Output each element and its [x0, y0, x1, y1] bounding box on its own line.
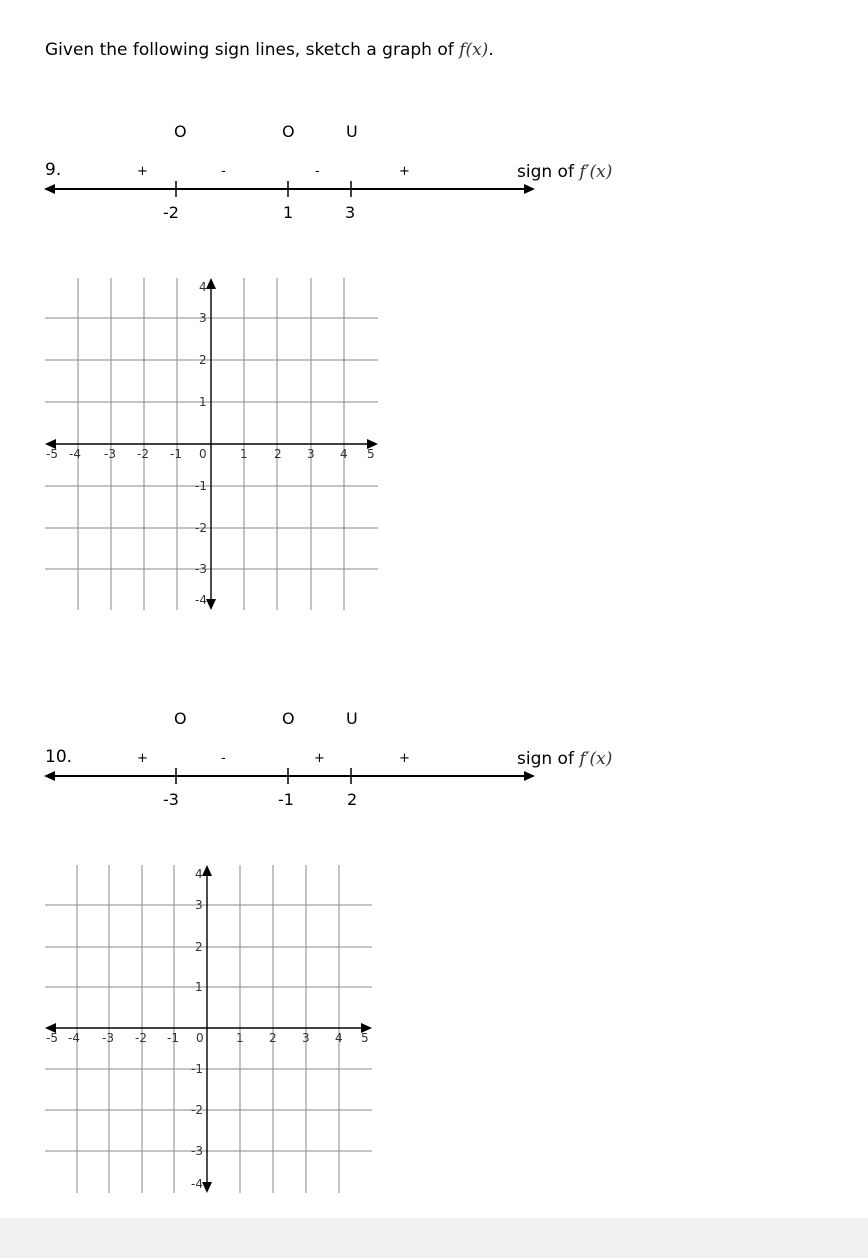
x-tick-label: 0	[196, 1031, 204, 1045]
y-tick-label: -2	[195, 521, 207, 535]
sign-symbol: +	[399, 751, 410, 766]
x-tick-label: 5	[367, 447, 375, 461]
y-axis-down-arrow	[202, 1182, 212, 1193]
y-tick-label: -3	[191, 1144, 203, 1158]
x-tick-label: 1	[240, 447, 248, 461]
sign-title-function: f′(x)	[579, 749, 613, 769]
critical-point-label: -1	[278, 790, 294, 809]
marker-label: O	[174, 122, 187, 141]
marker-label: O	[282, 709, 295, 728]
x-tick-label: -4	[68, 1031, 80, 1045]
y-tick-label: -1	[195, 479, 207, 493]
sign-symbol: +	[137, 751, 148, 766]
x-tick-label: 4	[335, 1031, 343, 1045]
y-axis-up-arrow	[202, 865, 212, 876]
instructions-end: .	[488, 40, 494, 60]
instructions-function: f(x)	[459, 40, 489, 60]
sign-line-title	[517, 162, 612, 182]
x-tick-label: -5	[46, 1031, 58, 1045]
y-tick-label: -3	[195, 562, 207, 576]
problem-number: 10.	[45, 747, 73, 767]
y-tick-label: -2	[191, 1103, 203, 1117]
coordinate-grid[interactable]	[0, 857, 400, 1202]
critical-point-label: 1	[283, 203, 294, 222]
x-tick-label: 0	[199, 447, 207, 461]
x-tick-label: 5	[361, 1031, 369, 1045]
sign-title-text: sign of	[517, 162, 574, 182]
critical-point-label: 2	[347, 790, 358, 809]
sign-symbol: -	[315, 164, 320, 179]
y-tick-label: 2	[199, 353, 207, 367]
x-tick-label: -1	[170, 447, 182, 461]
marker-label: O	[174, 709, 187, 728]
critical-point-label: -3	[163, 790, 179, 809]
x-tick-label: -5	[46, 447, 58, 461]
critical-point-label: -2	[163, 203, 179, 222]
marker-label: U	[346, 122, 358, 141]
y-axis-up-arrow	[206, 278, 216, 289]
y-tick-label: 4	[195, 867, 203, 881]
instructions-text: Given the following sign lines, sketch a graph of	[45, 40, 454, 60]
y-tick-label: 1	[195, 980, 203, 994]
sign-line	[0, 0, 868, 240]
marker-label: O	[282, 122, 295, 141]
y-tick-label: -1	[191, 1062, 203, 1076]
x-tick-label: 1	[236, 1031, 244, 1045]
sign-title-function: f′(x)	[579, 162, 613, 182]
x-tick-label: 3	[307, 447, 315, 461]
sign-symbol: -	[221, 751, 226, 766]
y-tick-label: 1	[199, 395, 207, 409]
x-tick-label: -4	[69, 447, 81, 461]
x-tick-label: -3	[102, 1031, 114, 1045]
sign-symbol: -	[221, 164, 226, 179]
x-tick-label: 3	[302, 1031, 310, 1045]
x-tick-label: 2	[269, 1031, 277, 1045]
x-tick-label: 2	[274, 447, 282, 461]
sign-line-title	[517, 749, 612, 769]
y-tick-label: -4	[195, 593, 207, 607]
sign-line	[0, 587, 868, 827]
x-tick-label: -2	[135, 1031, 147, 1045]
page-footer-band	[0, 1218, 868, 1258]
marker-label: U	[346, 709, 358, 728]
sign-title-text: sign of	[517, 749, 574, 769]
x-tick-label: 4	[340, 447, 348, 461]
sign-symbol: +	[137, 164, 148, 179]
coordinate-grid[interactable]	[0, 270, 400, 615]
sign-symbol: +	[314, 751, 325, 766]
x-tick-label: -3	[104, 447, 116, 461]
y-tick-label: 4	[199, 280, 207, 294]
y-tick-label: 2	[195, 940, 203, 954]
x-tick-label: -1	[167, 1031, 179, 1045]
y-tick-label: -4	[191, 1177, 203, 1191]
critical-point-label: 3	[345, 203, 356, 222]
sign-symbol: +	[399, 164, 410, 179]
y-tick-label: 3	[199, 311, 207, 325]
x-tick-label: -2	[137, 447, 149, 461]
problem-number: 9.	[45, 160, 62, 180]
y-tick-label: 3	[195, 898, 203, 912]
